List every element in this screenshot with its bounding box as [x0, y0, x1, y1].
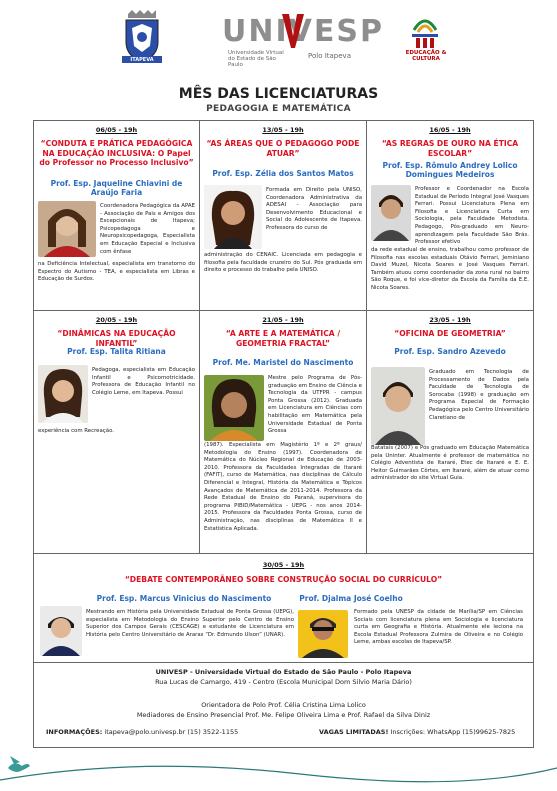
talk-speaker: Prof. Me. Maristel do Nascimento — [212, 358, 354, 367]
speaker-bio-side: Professor e Coordenador na Escola Estadual de Período Integral José Vasques Ferrari. Possui Licenciatura Plena em Filosofia e Licenciatura Curta em Sociologia, pela Faculdade Metodista. Pedagogo, Pós-graduado em Neuro-aprendizagem pela Faculdade São Brás. Professor efetivo — [415, 186, 529, 246]
talk-date: 21/05 - 19h — [262, 316, 304, 324]
talk-card-4 — [33, 310, 200, 554]
footer-line-3: Orientadora de Polo Prof. Célia Cristina Lima Lolico — [201, 701, 366, 709]
speaker-photo — [204, 185, 262, 249]
speaker-photo — [298, 610, 348, 658]
speaker-photo — [371, 185, 411, 241]
univesp-v-mark-icon — [282, 14, 304, 48]
speaker-bio-side: Formada em Direito pela UNISO, Coordenadora Administrativa da ADESAI - Associação para Desenvolvimento Educacional e Social do Adolescente de Itapeva. Professora do curso de — [266, 187, 362, 231]
speaker-bio: da rede estadual de ensino, trabalhou como professor de Filosofia nas escolas estaduais Otávio Ferrari, Jeminiano David Muzel, Nicota Soares e José Vasques Ferrari. Também atuou como coordenador da zona rural no bairro São Roque, e foi vice-diretor da Escola da Família da E.E. Nicota Soares. — [371, 247, 529, 291]
page-title: MÊS DAS LICENCIATURAS — [178, 86, 379, 102]
debate-card — [33, 553, 534, 663]
talk-title: “A ARTE E A MATEMÁTICA / GEOMETRIA FRACTAL” — [225, 329, 341, 348]
speaker-photo — [40, 606, 82, 656]
talk-card-2 — [199, 120, 367, 311]
info-value[interactable]: itapeva@polo.univesp.br (15) 3522-1155 — [102, 728, 239, 736]
info-label: INFORMAÇÕES: — [46, 728, 103, 736]
talk-title: “AS REGRAS DE OURO NA ÉTICA ESCOLAR” — [381, 139, 519, 158]
debate-title: “DEBATE CONTEMPORÂNEO SOBRE CONSTRUÇÃO SOCIAL DO CURRÍCULO” — [124, 575, 443, 584]
speaker-bio-side: Pedagoga, especialista em Educação Infantil e Psicomotricidade. Professora de Educação Infantil no Colégio Leme, em Itapeva. Possui — [92, 367, 195, 396]
talk-speaker: Prof. Esp. Rômulo Andrey Lolico Domingues Medeiros — [382, 161, 518, 179]
debate-speaker-1: Prof. Esp. Marcus Vinicius do Nascimento — [96, 594, 272, 603]
talk-speaker: Prof. Esp. Jaqueline Chiavini de Araújo Faria — [50, 179, 183, 197]
speaker-bio: Batatais (2007) e Pós graduado em Educação Matemática pela Uninter. Atualmente é professor de matemática no Colégio Adventista de Itararé, Etec de Itararé e E. E. Heitor Guimarães Côrtes, em Itararé, além de atuar como administrador do site Virtual Guia. — [371, 445, 529, 482]
talk-speaker: Prof. Esp. Zélia dos Santos Matos — [212, 169, 354, 178]
speaker-photo — [38, 201, 96, 257]
speaker-bio-side: Mestre pelo Programa de Pós-graduação em Ensino de Ciência e Tecnologia da UTFPR - campus Ponta Grossa (2012). Graduada em Licenciatura em Ciências com habilitação em Matemática pela Universidade Estadual de Ponta Grossa — [268, 375, 362, 435]
talk-date: 23/05 - 19h — [429, 316, 471, 324]
footer-line-2: Rua Lucas de Camargo, 419 - Centro (Escola Municipal Dom Silvio Maria Dário) — [155, 678, 412, 686]
speaker-bio-side: Coordenadora Pedagógica da APAE - Associação de Pais e Amigos dos Excepcionais de Itapeva; Psicopedagoga e Neuropsicopedagoga, Especialista em Educação Especial e Inclusiva com ênfase — [100, 203, 195, 255]
talk-card-3 — [366, 120, 534, 311]
bird-icon — [8, 756, 30, 772]
education-culture-label: EDUCAÇÃO & CULTURA — [405, 50, 447, 62]
talk-date: 20/05 - 19h — [95, 316, 138, 324]
debate-speaker-2: Prof. Djalma José Coelho — [299, 594, 403, 603]
talk-card-5 — [199, 310, 367, 554]
footer-line-1: UNIVESP - Universidade Virtual do Estado de São Paulo - Polo Itapeva — [155, 668, 412, 676]
speaker-bio: na Deficiência Intelectual, especialista em transtorno do Espectro do Autismo - TEA, e especialista em Libras e Educação de Surdos. — [38, 261, 195, 283]
registration-info — [319, 728, 515, 736]
footer-line-4: Mediadores de Ensino Presencial Prof. Me. Felipe Oliveira Lima e Prof. Rafael da Silva Diniz — [136, 711, 431, 719]
speaker-photo — [204, 375, 264, 441]
polo-label: Polo Itapeva — [308, 52, 351, 60]
talk-speaker: Prof. Esp. Sandro Azevedo — [394, 347, 506, 356]
debate-date: 30/05 - 19h — [262, 561, 305, 569]
talk-title: “OFICINA DE GEOMETRIA” — [394, 329, 506, 338]
talk-speaker: Prof. Esp. Talita Ritiana — [67, 347, 166, 356]
header-logos — [0, 8, 557, 72]
speaker-photo — [38, 365, 88, 423]
debate-bio-2: Formado pela UNESP da cidade de Marília/SP em Ciências Sociais com licenciatura plena em Sociologia e licenciatura curta em Geografia e História. Atualmente ele leciona na Escola Estadual Professora Zulmira de Oliveira e no Colégio Leme, ambas escolas de Itapeva/SP. — [354, 609, 523, 646]
contact-info — [46, 728, 238, 736]
speaker-photo — [371, 367, 425, 445]
univesp-subtitle: Universidade Virtual do Estado de São Paulo — [228, 50, 284, 68]
speaker-bio-side: Graduado em Tecnologia de Processamento de Dados pela Faculdade de Tecnologia de Sorocaba (1998) e graduação em Programa Especial de Formação Pedagógica pelo Centro Universitário Claretiano de — [429, 369, 530, 421]
talk-date: 16/05 - 19h — [429, 126, 471, 134]
itapeva-crest-logo — [120, 10, 164, 66]
talk-date: 06/05 - 19h — [95, 126, 138, 134]
talk-title: “AS ÁREAS QUE O PEDAGOGO PODE ATUAR” — [206, 139, 360, 158]
talk-card-6 — [366, 310, 534, 554]
talk-date: 13/05 - 19h — [262, 126, 304, 134]
vagas-value: Inscrições: WhatsApp (15)99625-7825 — [388, 728, 516, 736]
univesp-wordmark: UNIVESP — [222, 14, 384, 49]
vagas-label: VAGAS LIMITADAS! — [319, 728, 389, 736]
speaker-bio: experiência com Recreação. — [38, 428, 114, 434]
education-culture-logo — [405, 10, 447, 70]
talk-title: “CONDUTA E PRÁTICA PEDAGÓGICA NA EDUCAÇÃO INCLUSIVA: O Papel do Professor no Processo Inclusivo” — [39, 139, 194, 167]
talk-title: “DINÂMICAS NA EDUCAÇÃO INFANTIL” — [57, 329, 176, 348]
talk-card-1 — [33, 120, 200, 311]
speaker-bio: (1987). Especialista em Magistério 1º e 2º graus/ Metodologia do Ensino (1997). Coordenadora de Matemática do Núcleo Regional de Educação de 2003-2010. Professora da Faculdades Integradas de Itararé (FAFIT), curso de Matemática, nas disciplinas de Cálculo Diferencial e Integral, História da Matemática e Tópicos Avançados de Matemática de 2011-2014. Professora da Rede Estadual de Ensino do Paraná, supervisora do programa PIBID/Matemática - UEPG - nos anos 2014-2015. Professora da Faculdades Ponta Grossa, curso de Administração, nas disciplinas de Matemática II e Estatística Aplicada. — [204, 442, 362, 532]
crest-label: ITAPEVA — [130, 57, 154, 63]
speaker-bio: administração do CENAIC. Licenciada em pedagogia e filosofia pela faculdade cruzeiro do Sul. Pós graduada em direito e processo do trabalho pela UNISO. — [204, 252, 362, 274]
debate-bio-1: Mestrando em História pela Universidade Estadual de Ponta Grossa (UEPG), especialista em Metodologia do Ensino Superior pelo Centro de Ensino Superior dos Campos Gerais (CESCAGE) e estudante de Licenciatura em História pelo Centro Universitário de Araras “Dr. Edmundo Ulson” (UNAR). — [86, 609, 294, 638]
bottom-decoration — [0, 750, 557, 790]
univesp-logo — [220, 14, 384, 68]
page-subtitle: PEDAGOGIA E MATEMÁTICA — [206, 104, 351, 114]
